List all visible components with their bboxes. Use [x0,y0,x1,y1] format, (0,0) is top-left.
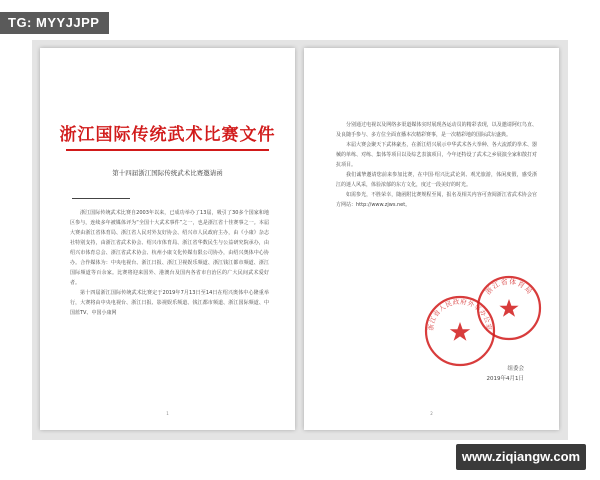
signature-org: 组委会 [507,366,524,372]
left-body-text [70,208,269,318]
right-body-text [336,120,537,210]
paragraph: 我们诚挚邀请您前来参加比赛，在中国·绍兴比武论剑、观光旅游，体闲度假，感受浙江的迷人风采，体验浓郁的东方文化，度过一段美好的时光。 [336,172,537,188]
addressee-blank [72,198,130,199]
page-number: 2 [430,411,433,416]
document-title: 浙江国际传统武术比赛文件 [59,125,276,145]
svg-text:浙江省人民政府外事办公室: 浙江省人民政府外事办公室 [426,297,494,332]
paragraph: 如需参光，不胜荣幸，随函附比赛规程至阅，报名及相关内容可查阅浙江省武术协会官方网站：http://www.zjws.net。 [336,192,537,208]
signature-block [454,364,524,384]
site-watermark: www.ziqiangw.com [456,444,586,470]
channel-tag: TG: MYYJJPP [0,12,109,34]
paragraph: 本届大赛会聚天下武林豪杰，在浙江绍兴展示中华武术各大拳种、各大流派的拳术、器械的单练、对练、集体等项目以及综艺表演项目，今年还特设了武术之乡展演全家和散打对抗项目。 [336,142,537,168]
title-divider [66,149,269,151]
document-page-left [40,48,295,430]
paragraph: 第十四届浙江国际传统武术比赛定于2019年7月13日至14日在绍兴奥体中心隆重举行，大赛将由中央电视台、浙江日报、影视娱乐频道、钱江都市频道、浙江国际频道、中国蓝TV、中国小康网 [70,290,269,316]
document-subtitle: 第十四届浙江国际传统武术比赛邀请函 [112,169,223,177]
signature-date: 2019年4月1日 [486,376,524,382]
page-number: 1 [166,411,169,416]
svg-text:浙江省体育局: 浙江省体育局 [483,277,535,297]
paragraph: 分别通过电视以及网络多渠道媒体实时展现各运动员的精彩表现，以及邀请阿红鸟直、及良随手参与、多方位全面直播本次精彩赛事，是一次精彩地的国际武坛盛典。 [336,122,537,138]
paragraph: 浙江国际传统武术比赛自2003年以来，已成功举办了13届，吸引了30多个国家和地区参与，连续多年被媒体评为“全国十大武术事件”之一，也是浙江省十佳赛事之一。本届大赛由浙江省体育局、浙江省人民对外友好协会、绍兴市人民政府主办，由《小康》杂志社特别支持，由浙江省武术协会、绍兴市体育局、浙江省华数民生与公益研究院承办，由绍兴市体育总会、浙江省武术协会、杭州小康文化传媒有限公司协办，由绍兴奥体中心协办。合作媒体为：中央电视台、浙江日报、浙江卫视娱乐频道、浙江钱江都市频道、浙江国际频道等百余家。比赛将迎来国外、港澳台及国内各省市自治区的广大民间武术爱好者。 [70,210,269,286]
document-page-right [304,48,559,430]
official-seal-icon [474,273,544,343]
